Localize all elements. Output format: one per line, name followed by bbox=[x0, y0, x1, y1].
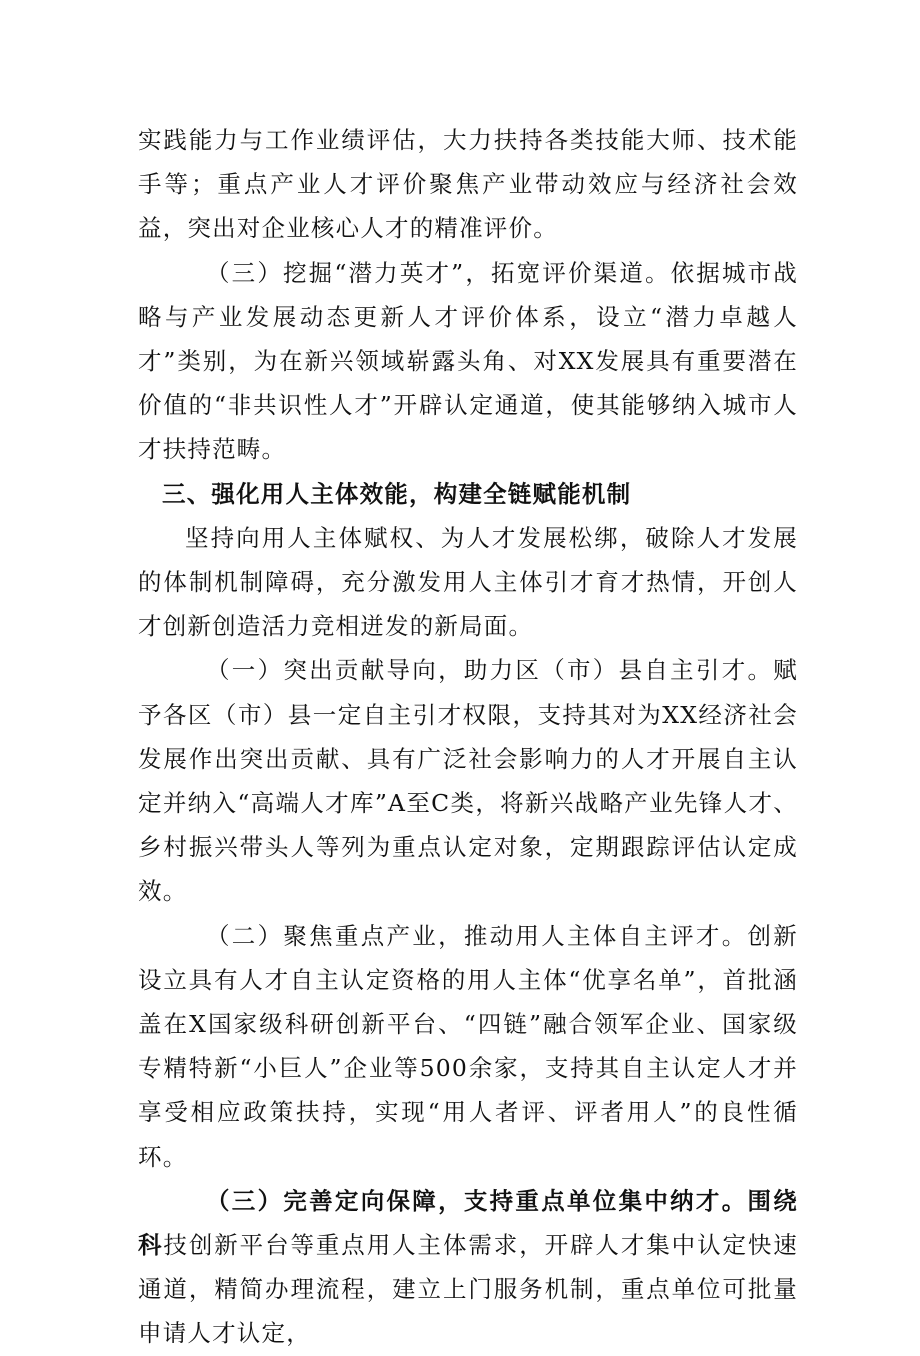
paragraph-empower-employers: 坚持向用人主体赋权、为人才发展松绑，破除人才发展的体制机制障碍，充分激发用人主体引才育才热情，开创人才创新创造活力竞相迸发的新局面。 bbox=[138, 523, 798, 641]
paragraph-key-units-lead: （三）完善定向保障，支持重点单位集中纳才。围绕科 bbox=[138, 1186, 798, 1260]
paragraph-key-units bbox=[138, 1179, 798, 1356]
paragraph-potential-talent: （三）挖掘“潜力英才”，拓宽评价渠道。依据城市战略与产业发展动态更新人才评价体系，设立“潜力卓越人才”类别，为在新兴领域崭露头角、对XX发展具有重要潜在价值的“非共识性人才”开辟认定通道，使其能够纳入城市人才扶持范畴。 bbox=[138, 258, 798, 464]
section-heading-3: 三、强化用人主体效能，构建全链赋能机制 bbox=[162, 479, 632, 508]
paragraph-district-recruitment: （一）突出贡献导向，助力区（市）县自主引才。赋予各区（市）县一定自主引才权限，支持其对为XX经济社会发展作出突出贡献、具有广泛社会影响力的人才开展自主认定并纳入“高端人才库”A至C类，将新兴战略产业先锋人才、乡村振兴带头人等列为重点认定对象，定期跟踪评估认定成效。 bbox=[138, 656, 798, 906]
paragraph-talent-evaluation: 实践能力与工作业绩评估，大力扶持各类技能大师、技术能手等；重点产业人才评价聚焦产业带动效应与经济社会效益，突出对企业核心人才的精准评价。 bbox=[138, 126, 798, 243]
paragraph-key-units-body: 技创新平台等重点用人主体需求，开辟人才集中认定快速通道，精简办理流程，建立上门服务机制，重点单位可批量申请人才认定， bbox=[138, 1231, 799, 1348]
paragraph-key-industries: （二）聚焦重点产业，推动用人主体自主评才。创新设立具有人才自主认定资格的用人主体“优享名单”，首批涵盖在X国家级科研创新平台、“四链”融合领军企业、国家级专精特新“小巨人”企业等500余家，支持其自主认定人才并享受相应政策扶持，实现“用人者评、评者用人”的良性循环。 bbox=[138, 921, 798, 1171]
document-body bbox=[138, 118, 798, 1356]
